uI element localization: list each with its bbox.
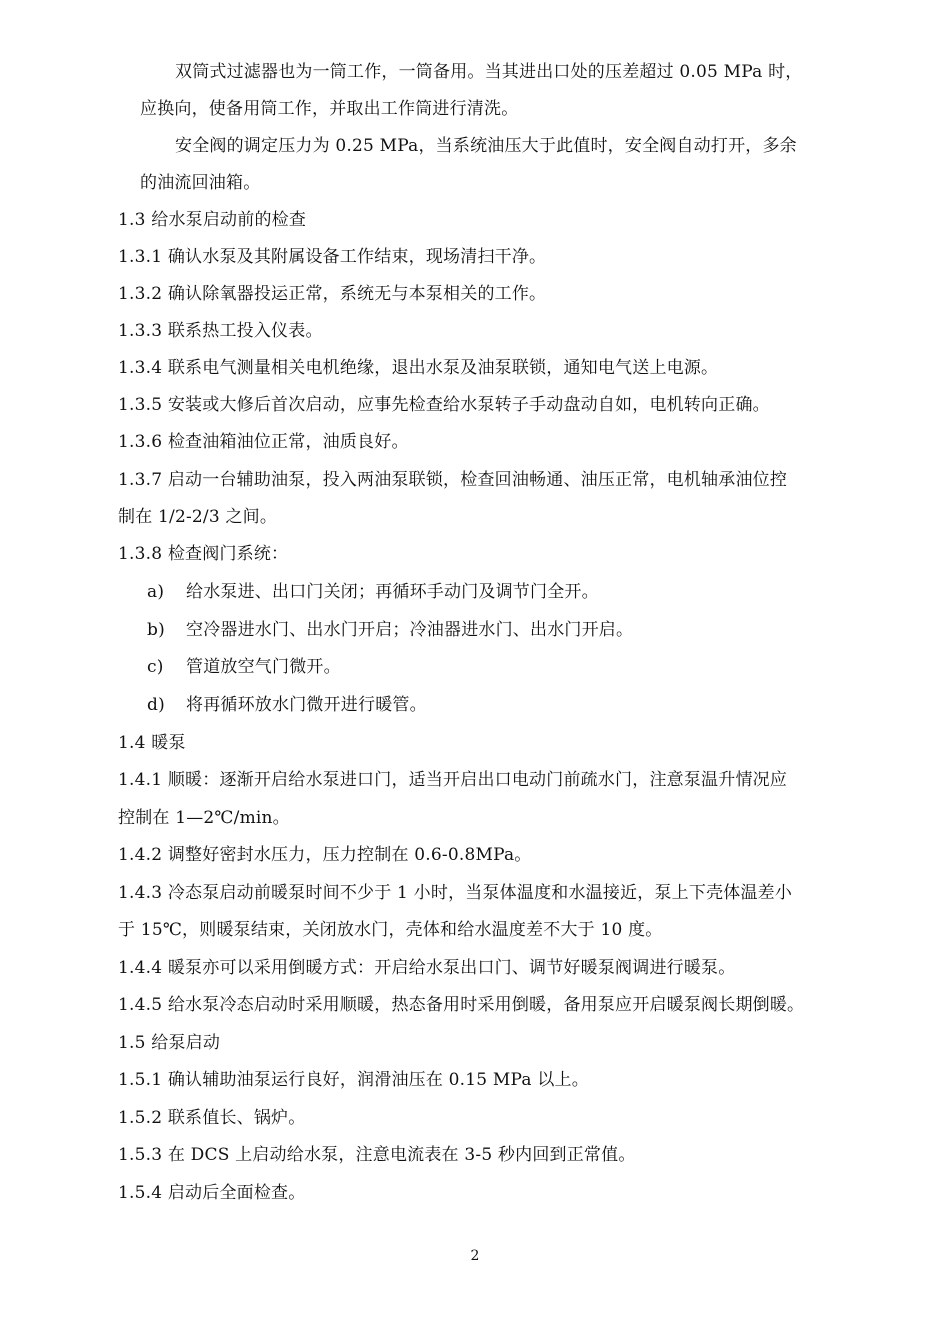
clause-1-4-3-line2: 于 15℃，则暖泵结束，关闭放水门，壳体和给水温度差不大于 10 度。 (118, 920, 663, 940)
clause-1-5-2: 1.5.2 联系值长、锅炉。 (118, 1108, 306, 1128)
page-number: 2 (470, 1248, 480, 1264)
list-item-label-d: d) (147, 695, 165, 715)
list-item-text-a: 给水泵进、出口门关闭；再循环手动门及调节门全开。 (186, 582, 599, 602)
list-item-text-d: 将再循环放水门微开进行暖管。 (186, 695, 427, 715)
section-heading-1-5: 1.5 给泵启动 (118, 1033, 221, 1053)
intro-para2-line1: 安全阀的调定压力为 0.25 MPa，当系统油压大于此值时，安全阀自动打开，多余 (175, 136, 797, 156)
clause-1-4-3-line1: 1.4.3 冷态泵启动前暖泵时间不少于 1 小时，当泵体温度和水温接近，泵上下壳体温差小 (118, 883, 793, 903)
clause-1-3-3: 1.3.3 联系热工投入仪表。 (118, 321, 323, 341)
clause-1-3-7-line2: 制在 1/2-2/3 之间。 (118, 507, 278, 527)
clause-1-3-6: 1.3.6 检查油箱油位正常，油质良好。 (118, 432, 409, 452)
clause-1-4-2: 1.4.2 调整好密封水压力，压力控制在 0.6-0.8MPa。 (118, 845, 532, 865)
list-item-label-c: c) (147, 657, 164, 677)
list-item-text-c: 管道放空气门微开。 (186, 657, 341, 677)
clause-1-3-2: 1.3.2 确认除氧器投运正常，系统无与本泵相关的工作。 (118, 284, 547, 304)
clause-1-3-4: 1.3.4 联系电气测量相关电机绝缘，退出水泵及油泵联锁，通知电气送上电源。 (118, 358, 719, 378)
intro-para1-line1: 双筒式过滤器也为一筒工作，一筒备用。当其进出口处的压差超过 0.05 MPa 时， (175, 62, 803, 82)
intro-para2-line2: 的油流回油箱。 (140, 173, 261, 193)
list-item-text-b: 空冷器进水门、出水门开启；冷油器进水门、出水门开启。 (186, 620, 634, 640)
clause-1-4-4: 1.4.4 暖泵亦可以采用倒暖方式：开启给水泵出口门、调节好暖泵阀调进行暖泵。 (118, 958, 736, 978)
clause-1-3-5: 1.3.5 安装或大修后首次启动，应事先检查给水泵转子手动盘动自如，电机转向正确。 (118, 395, 770, 415)
list-item-label-b: b) (147, 620, 165, 640)
clause-1-5-4: 1.5.4 启动后全面检查。 (118, 1183, 306, 1203)
intro-para1-line2: 应换向，使备用筒工作，并取出工作筒进行清洗。 (140, 99, 519, 119)
section-heading-1-4: 1.4 暖泵 (118, 733, 186, 753)
section-heading-1-3: 1.3 给水泵启动前的检查 (118, 210, 307, 230)
clause-1-4-5: 1.4.5 给水泵冷态启动时采用顺暖，热态备用时采用倒暖，备用泵应开启暖泵阀长期倒暖。 (118, 995, 805, 1015)
clause-1-3-8: 1.3.8 检查阀门系统： (118, 544, 289, 564)
clause-1-3-1: 1.3.1 确认水泵及其附属设备工作结束，现场清扫干净。 (118, 247, 547, 267)
clause-1-4-1-line1: 1.4.1 顺暖：逐渐开启给水泵进口门，适当开启出口电动门前疏水门，注意泵温升情况应 (118, 770, 788, 790)
list-item-label-a: a) (147, 582, 165, 602)
clause-1-5-3: 1.5.3 在 DCS 上启动给水泵，注意电流表在 3-5 秒内回到正常值。 (118, 1145, 636, 1165)
clause-1-3-7-line1: 1.3.7 启动一台辅助油泵，投入两油泵联锁，检查回油畅通、油压正常，电机轴承油位控 (118, 470, 788, 490)
clause-1-5-1: 1.5.1 确认辅助油泵运行良好，润滑油压在 0.15 MPa 以上。 (118, 1070, 589, 1090)
clause-1-4-1-line2: 控制在 1—2℃/min。 (118, 808, 290, 828)
